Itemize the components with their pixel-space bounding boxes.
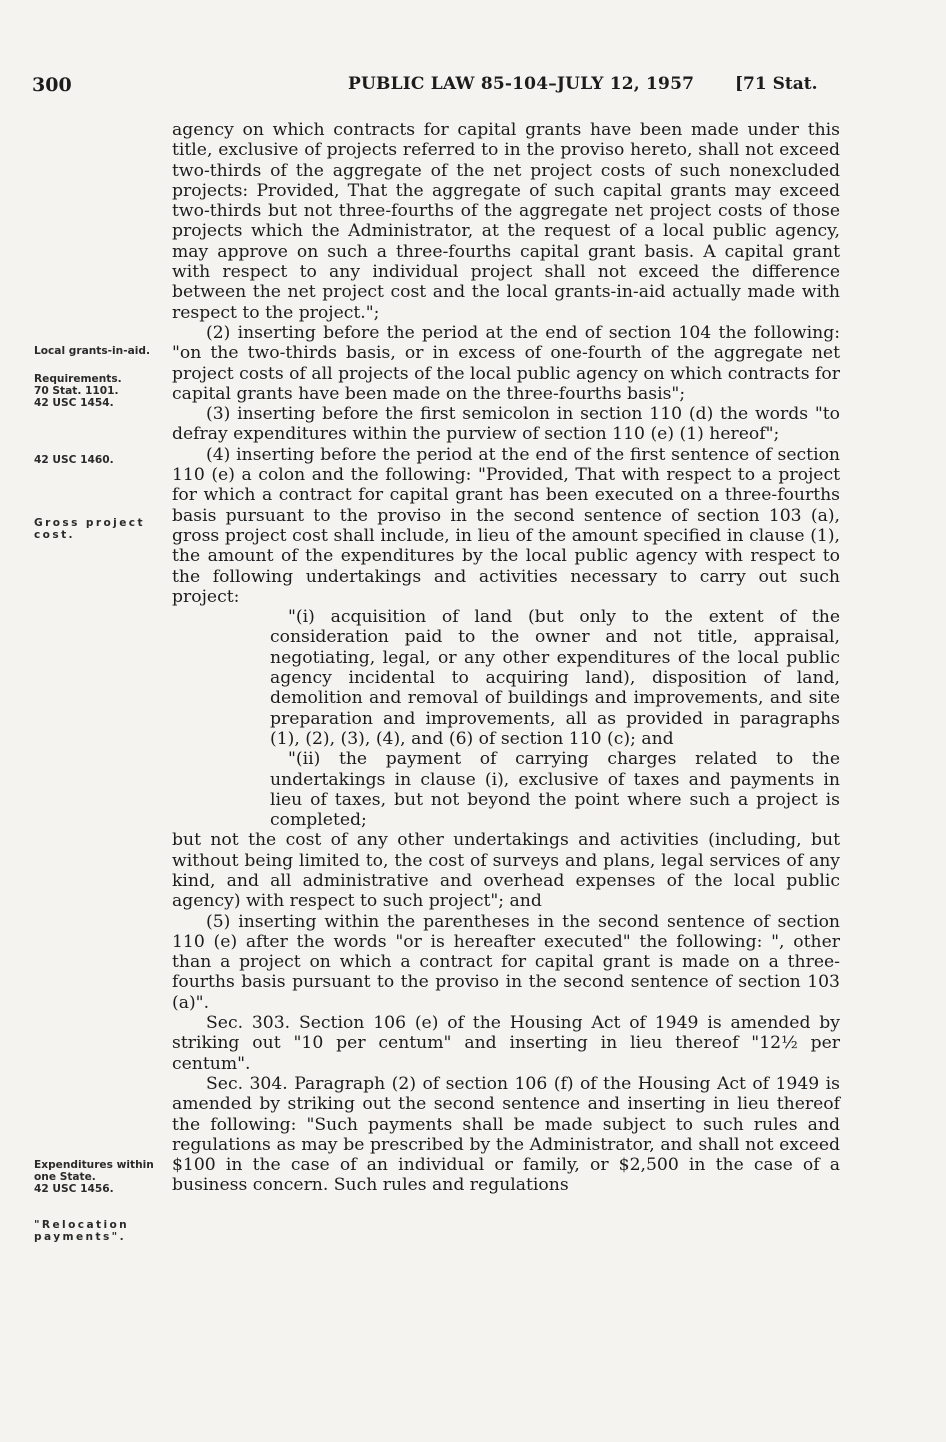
- paragraph-5: (5) inserting within the parentheses in the second sentence of section 110 (e) after the words "or is hereafter executed" the following: ", other than a project on which a contract for capital grant is made on a three-fourths basis pursuant to the proviso in the second sentence of section 103 (a)".: [172, 911, 840, 1013]
- note-expenditures-usc: 42 USC 1456.: [34, 1183, 114, 1195]
- paragraph-4-continuation: but not the cost of any other undertakings and activities (including, but without being limited to, the cost of surveys and plans, legal services of any kind, and all administrative and overhead expenses of the local public agency) with respect to such project"; and: [172, 830, 840, 912]
- body-text: [172, 120, 840, 1196]
- clause-i: "(i) acquisition of land (but only to the extent of the consideration paid to the owner and not title, appraisal, negotiating, legal, or any other expenditures of the local public agency incidental to acquiring land), disposition of land, demolition and removal of buildings and improvements, and site preparation and improvements, all as provided in paragraphs (1), (2), (3), (4), and (6) of section 110 (c); and: [270, 607, 840, 749]
- note-expenditures: Expenditures within one State.: [34, 1159, 154, 1183]
- section-304: Sec. 304. Paragraph (2) of section 106 (f) of the Housing Act of 1949 is amended by striking out the second sentence and inserting in lieu thereof the following: "Such payments shall be made subject to such rules and regulations as may be prescribed by the Administrator, and shall not exceed $100 in the case of an individual or family, or $2,500 in the case of a business concern. Such rules and regulations: [172, 1073, 840, 1196]
- note-requirements-usc: 42 USC 1454.: [34, 397, 114, 409]
- margin-notes: [0, 0, 172, 1442]
- note-requirements: Requirements.: [34, 373, 122, 385]
- note-usc-1460: 42 USC 1460.: [34, 454, 114, 466]
- running-title: PUBLIC LAW 85-104–JULY 12, 1957: [348, 74, 695, 94]
- paragraph-3: (3) inserting before the first semicolon in section 110 (d) the words "to defray expenditures within the purview of section 110 (e) (1) hereof";: [172, 404, 840, 445]
- page-number: 300: [32, 74, 72, 96]
- paragraph-continuation: agency on which contracts for capital grants have been made under this title, exclusive of projects referred to in the proviso hereto, shall not exceed two-thirds of the aggregate of the net project costs of such nonexcluded projects: Provided, That the aggregate of such capital grants may exceed two-thirds but not three-fourths of the aggregate net project costs of those projects which the Administrator, at the request of a local public agency, may approve on such a three-fourths capital grant basis. A capital grant with respect to any individual project shall not exceed the difference between the net project cost and the local grants-in-aid actually made with respect to the project.";: [172, 120, 840, 323]
- section-303: Sec. 303. Section 106 (e) of the Housing Act of 1949 is amended by striking out "10 per centum" and inserting in lieu thereof "12½ per centum".: [172, 1013, 840, 1074]
- paragraph-2: (2) inserting before the period at the end of section 104 the following: "on the two-thirds basis, or in excess of one-fourth of the aggregate net project costs of all projects of the local public agency on which contracts for capital grants have been made on the three-fourths basis";: [172, 322, 840, 404]
- clause-ii: "(ii) the payment of carrying charges related to the undertakings in clause (i), exclusive of taxes and payments in lieu of taxes, but not beyond the point where such a project is completed;: [270, 749, 840, 831]
- note-relocation: "Relocation payments".: [34, 1219, 130, 1243]
- note-gross-project-cost: Gross project cost.: [34, 517, 145, 541]
- statute-reference: [71 Stat.: [735, 74, 818, 94]
- note-requirements-stat: 70 Stat. 1101.: [34, 385, 119, 397]
- paragraph-4: (4) inserting before the period at the end of the first sentence of section 110 (e) a colon and the following: "Provided, That with respect to a project for which a contract for capital grant has been executed on a three-fourths basis pursuant to the proviso in the second sentence of section 103 (a), gross project cost shall include, in lieu of the amount specified in clause (1), the amount of the expenditures by the local public agency with respect to the following undertakings and activities necessary to carry out such project:: [172, 444, 840, 607]
- note-local-grants: Local grants-in-aid.: [34, 345, 150, 357]
